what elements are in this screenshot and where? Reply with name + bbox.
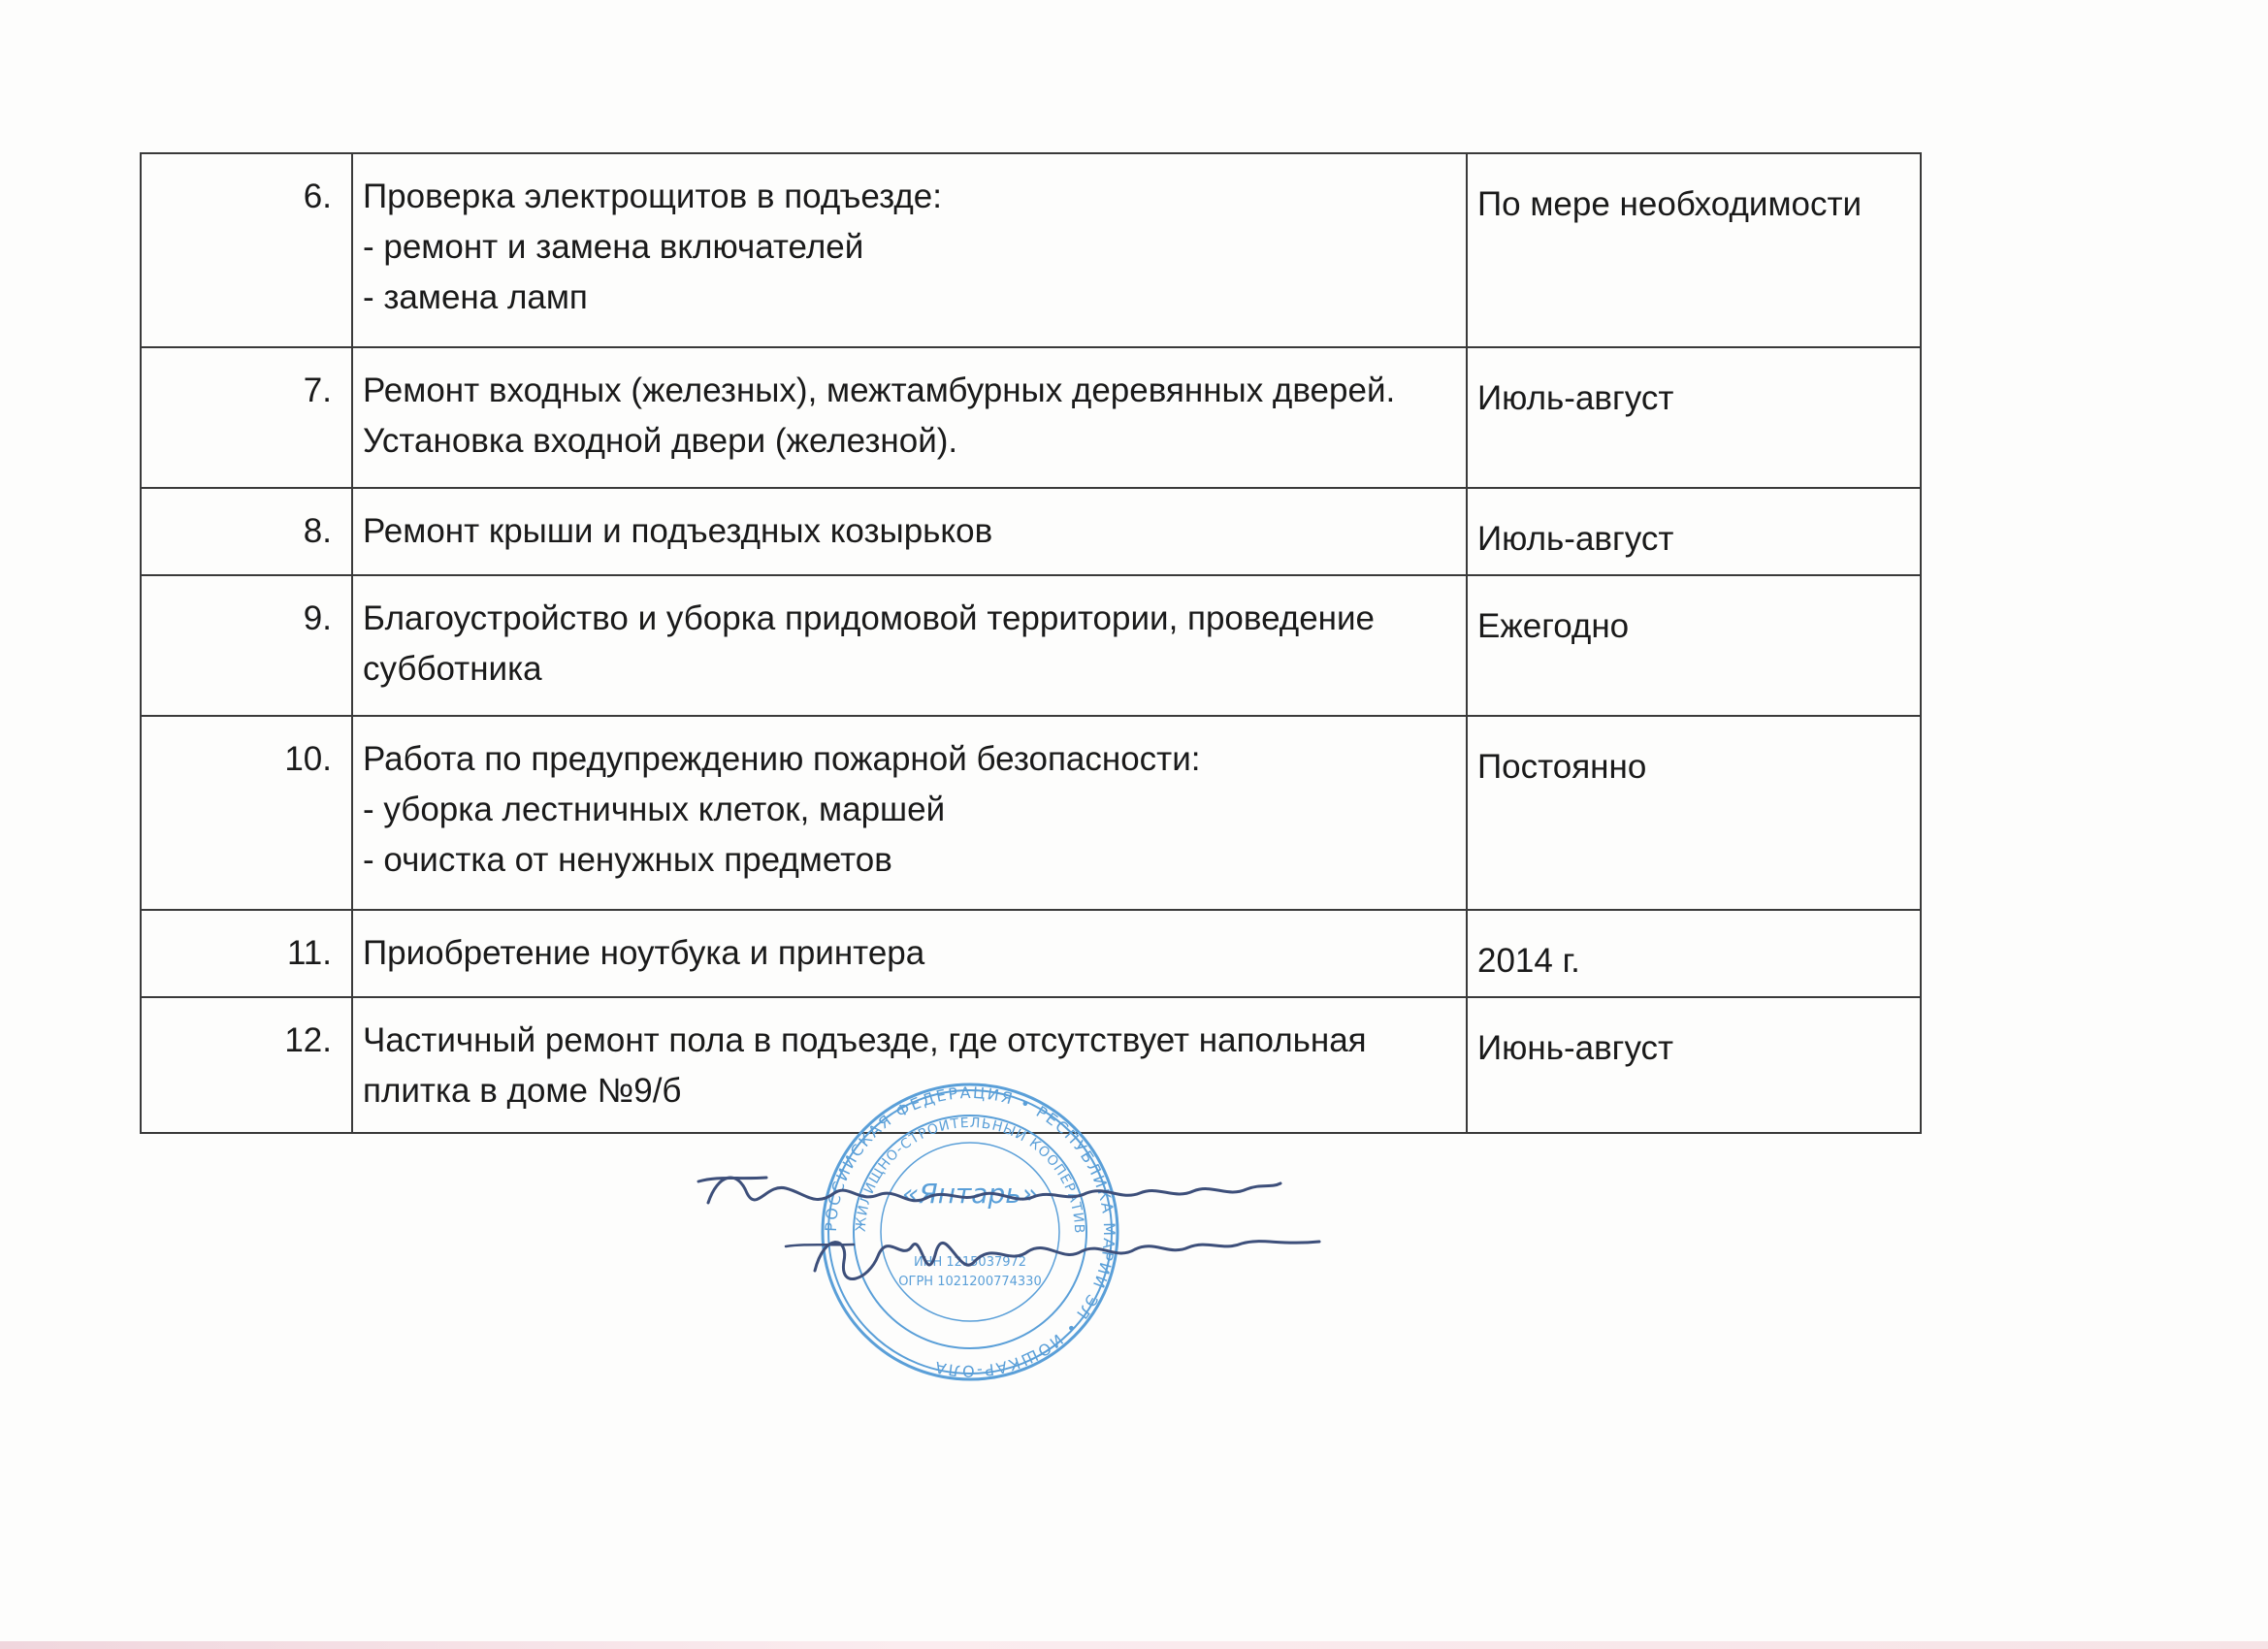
table-row xyxy=(141,910,1921,997)
work-description xyxy=(352,716,1467,910)
table-row xyxy=(141,347,1921,488)
work-description xyxy=(352,347,1467,488)
table-row xyxy=(141,488,1921,575)
row-number: 11. xyxy=(141,910,352,997)
stamp-ogrn: ОГРН 1021200774330 xyxy=(898,1275,1042,1289)
work-line: - уборка лестничных клеток, маршей xyxy=(363,791,946,828)
work-line: Установка входной двери (железной). xyxy=(363,422,958,460)
work-term: Постоянно xyxy=(1467,716,1921,910)
work-line: Ремонт крыши и подъездных козырьков xyxy=(363,512,993,550)
row-number: 10. xyxy=(141,716,352,910)
work-term: 2014 г. xyxy=(1467,910,1921,997)
row-number: 9. xyxy=(141,575,352,716)
table-body xyxy=(141,153,1921,1133)
stamp-inn: ИНН 1215037972 xyxy=(913,1255,1027,1270)
table-row xyxy=(141,153,1921,347)
work-line: субботника xyxy=(363,650,542,688)
table-row xyxy=(141,575,1921,716)
work-term: Июль-август xyxy=(1467,347,1921,488)
signature-stamp-area xyxy=(679,1077,1358,1406)
work-description xyxy=(352,575,1467,716)
stamp-inner-text: ЖИЛИЩНО-СТРОИТЕЛЬНЫЙ КООПЕРАТИВ xyxy=(853,1115,1087,1235)
handwritten-signature xyxy=(679,1154,1339,1348)
work-line: Ремонт входных (железных), межтамбурных деревянных дверей. xyxy=(363,372,1396,409)
table-row xyxy=(141,716,1921,910)
stamp-center-text: «Янтарь» xyxy=(901,1178,1039,1210)
work-line: Благоустройство и уборка придомовой территории, проведение xyxy=(363,599,1376,637)
work-term: По мере необходимости xyxy=(1467,153,1921,347)
work-description xyxy=(352,488,1467,575)
row-number: 12. xyxy=(141,997,352,1133)
work-term: Июнь-август xyxy=(1467,997,1921,1133)
work-line: Частичный ремонт пола в подъезде, где отсутствует напольная xyxy=(363,1021,1367,1059)
scan-edge xyxy=(0,1641,2268,1649)
work-line: плитка в доме №9/б xyxy=(363,1072,682,1110)
work-line: Работа по предупреждению пожарной безопасности: xyxy=(363,740,1201,778)
work-line: Приобретение ноутбука и принтера xyxy=(363,934,925,972)
work-line: Проверка электрощитов в подъезде: xyxy=(363,178,942,215)
work-term: Ежегодно xyxy=(1467,575,1921,716)
work-plan-table xyxy=(140,152,1922,1134)
work-description xyxy=(352,910,1467,997)
stamp-outer-text: РОССИЙСКАЯ ФЕДЕРАЦИЯ • РЕСПУБЛИКА МАРИЙ ЭЛ • ЙОШКАР-ОЛА xyxy=(821,1083,1119,1381)
work-line: - ремонт и замена включателей xyxy=(363,228,864,266)
work-description xyxy=(352,153,1467,347)
row-number: 6. xyxy=(141,153,352,347)
row-number: 8. xyxy=(141,488,352,575)
work-term: Июль-август xyxy=(1467,488,1921,575)
work-line: - очистка от ненужных предметов xyxy=(363,841,892,879)
row-number: 7. xyxy=(141,347,352,488)
work-line: - замена ламп xyxy=(363,278,588,316)
